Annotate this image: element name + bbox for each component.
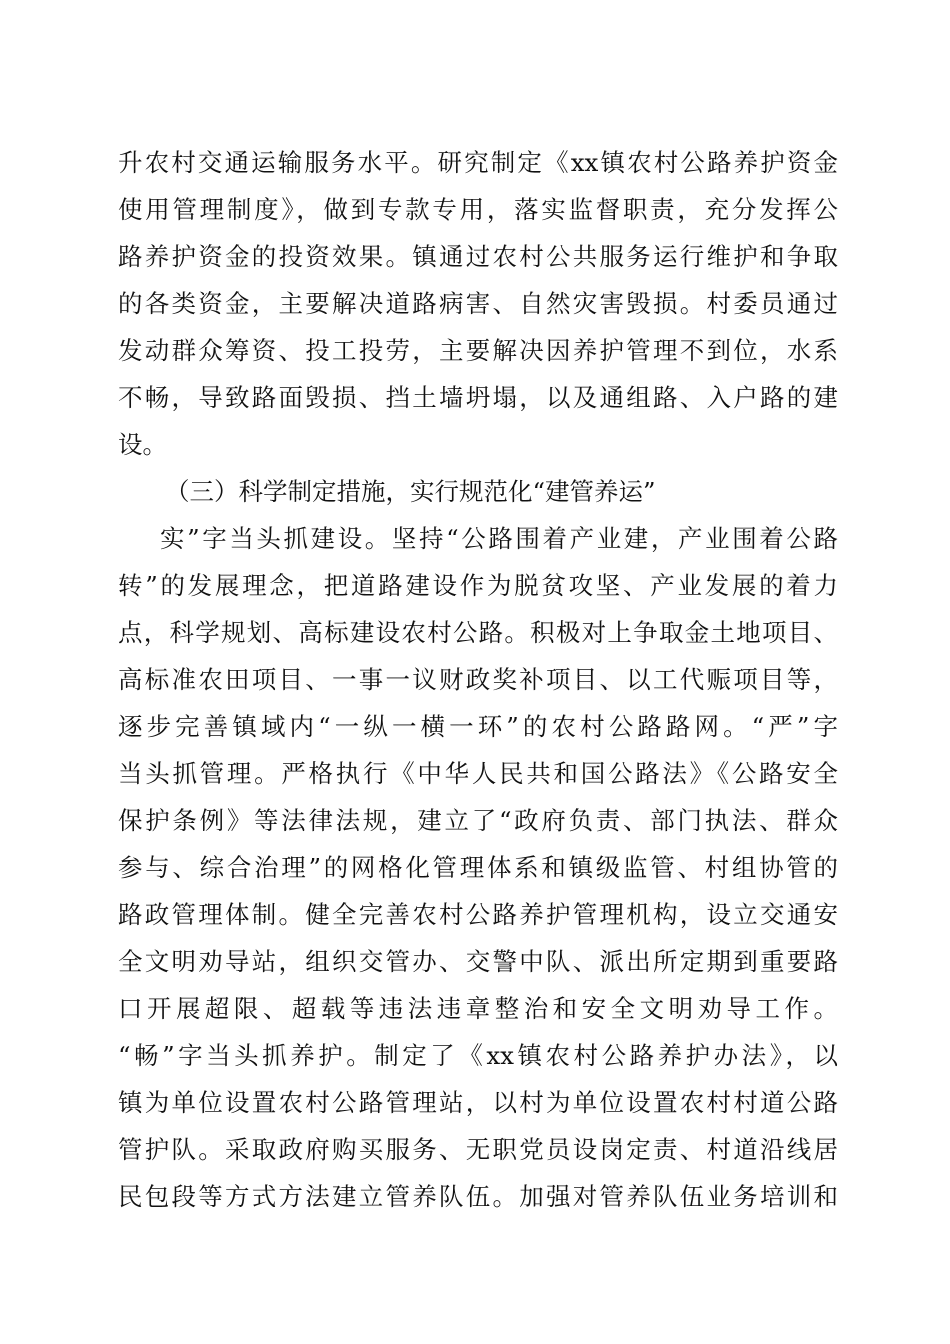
- section-heading: （三）科学制定措施，实行规范化“建管养运”: [165, 477, 656, 506]
- body-text-line: 管护队。采取政府购买服务、无职党员设岗定责、村道沿线居: [118, 1135, 838, 1164]
- body-text-line: 不畅，导致路面毁损、挡土墙坍塌，以及通组路、入户路的建: [118, 383, 838, 412]
- body-text-line: 逐步完善镇域内“一纵一横一环”的农村公路路网。“严”字: [118, 712, 838, 741]
- body-text-line: 参与、综合治理”的网格化管理体系和镇级监管、村组协管的: [118, 853, 838, 882]
- body-text-line: 路养护资金的投资效果。镇通过农村公共服务运行维护和争取: [118, 242, 838, 271]
- body-text-line: 的各类资金，主要解决道路病害、自然灾害毁损。村委员通过: [118, 289, 838, 318]
- body-text-line: 民包段等方式方法建立管养队伍。加强对管养队伍业务培训和: [118, 1182, 838, 1211]
- body-text-line: 发动群众筹资、投工投劳，主要解决因养护管理不到位，水系: [118, 336, 838, 365]
- body-text-line: 路政管理体制。健全完善农村公路养护管理机构，设立交通安: [118, 900, 838, 929]
- body-text-line: 口开展超限、超载等违法违章整治和安全文明劝导工作。: [118, 994, 838, 1023]
- body-text-line: 设。: [118, 430, 167, 459]
- body-text-line: 当头抓管理。严格执行《中华人民共和国公路法》《公路安全: [118, 759, 838, 788]
- body-text-line: 点，科学规划、高标建设农村公路。积极对上争取金土地项目、: [118, 618, 838, 647]
- body-text-line: 升农村交通运输服务水平。研究制定《xx镇农村公路养护资金: [118, 148, 838, 177]
- body-text-line: 实”字当头抓建设。坚持“公路围着产业建，产业围着公路: [160, 524, 838, 553]
- body-text-line: 镇为单位设置农村公路管理站，以村为单位设置农村村道公路: [118, 1088, 838, 1117]
- body-text-line: 使用管理制度》，做到专款专用，落实监督职责，充分发挥公: [118, 195, 838, 224]
- body-text-line: 保护条例》等法律法规，建立了“政府负责、部门执法、群众: [118, 806, 838, 835]
- body-text-line: 全文明劝导站，组织交管办、交警中队、派出所定期到重要路: [118, 947, 838, 976]
- body-text-line: 转”的发展理念，把道路建设作为脱贫攻坚、产业发展的着力: [118, 571, 838, 600]
- body-text-line: “畅”字当头抓养护。制定了《xx镇农村公路养护办法》，以: [118, 1041, 838, 1070]
- body-text-line: 高标准农田项目、一事一议财政奖补项目、以工代赈项目等，: [118, 665, 838, 694]
